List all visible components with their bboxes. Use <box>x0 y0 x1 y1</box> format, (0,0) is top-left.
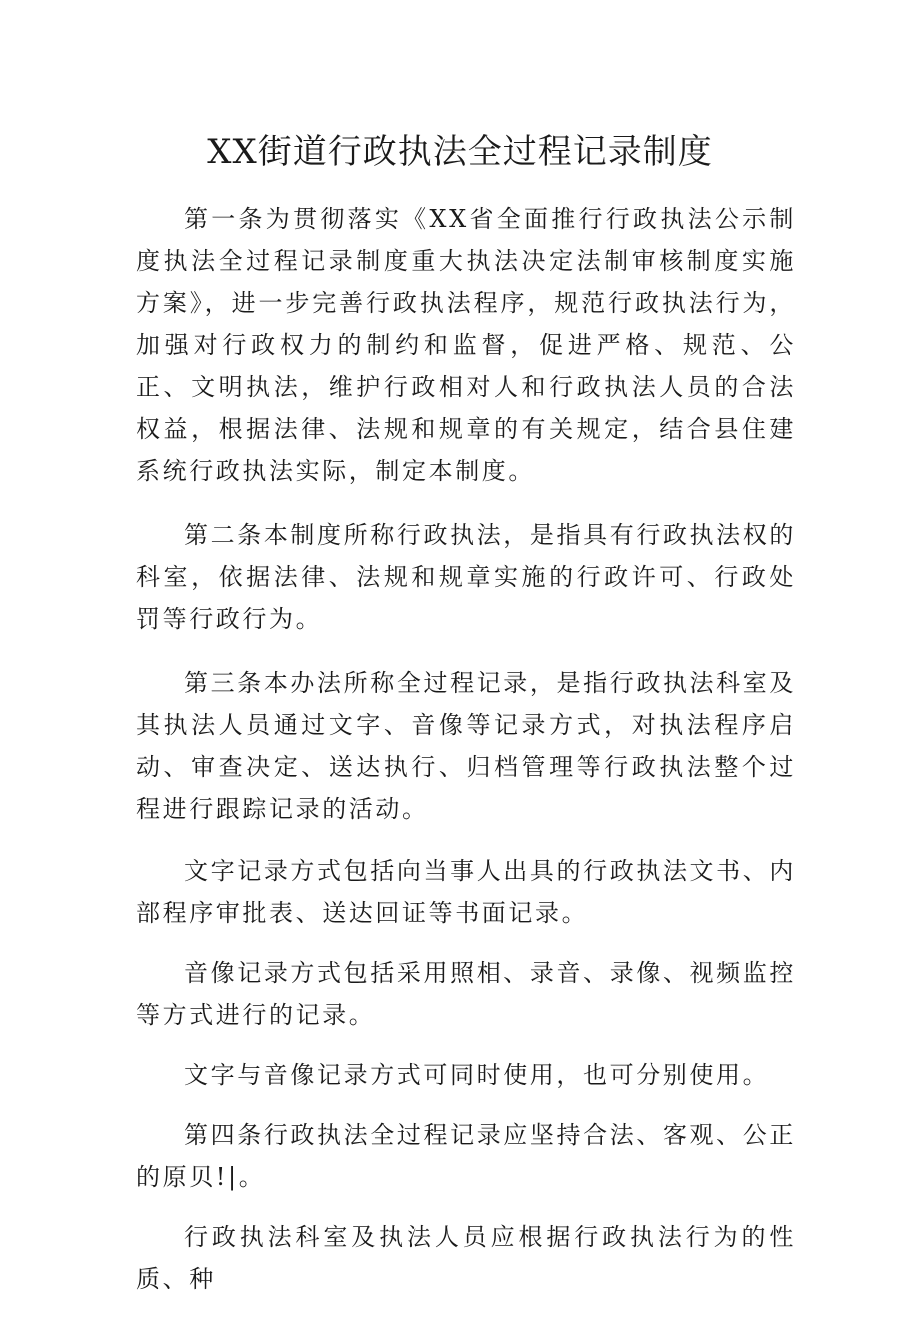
paragraph-text-records: 文字记录方式包括向当事人出具的行政执法文书、内部程序审批表、送达回证等书面记录。 <box>136 857 796 927</box>
document-body <box>136 198 796 1318</box>
paragraph-article-2: 第二条本制度所称行政执法，是指具有行政执法权的科室，依据法律、法规和规章实施的行政许可、行政处罚等行政行为。 <box>136 521 796 633</box>
paragraph-continuation: 行政执法科室及执法人员应根据行政执法行为的性质、种 <box>136 1223 796 1293</box>
paragraph-article-3: 第三条本办法所称全过程记录，是指行政执法科室及其执法人员通过文字、音像等记录方式，对执法程序启动、审查决定、送达执行、归档管理等行政执法整个过程进行跟踪记录的活动。 <box>136 669 796 823</box>
paragraph-article-4: 第四条行政执法全过程记录应坚持合法、客观、公正的原贝!|。 <box>136 1121 796 1191</box>
paragraph-combined-use: 文字与音像记录方式可同时使用，也可分别使用。 <box>184 1061 770 1089</box>
paragraph-article-1: 第一条为贯彻落实《XX省全面推行行政执法公示制度执法全过程记录制度重大执法决定法制审核制度实施方案》，进一步完善行政执法程序，规范行政执法行为，加强对行政权力的制约和监督，促进严格、规范、公正、文明执法，维护行政相对人和行政执法人员的合法权益，根据法律、法规和规章的有关规定，结合县住建系统行政执法实际，制定本制度。 <box>136 205 796 485</box>
document-title: XX街道行政执法全过程记录制度 <box>207 132 713 172</box>
paragraph-av-records: 音像记录方式包括采用照相、录音、录像、视频监控等方式进行的记录。 <box>136 959 796 1029</box>
